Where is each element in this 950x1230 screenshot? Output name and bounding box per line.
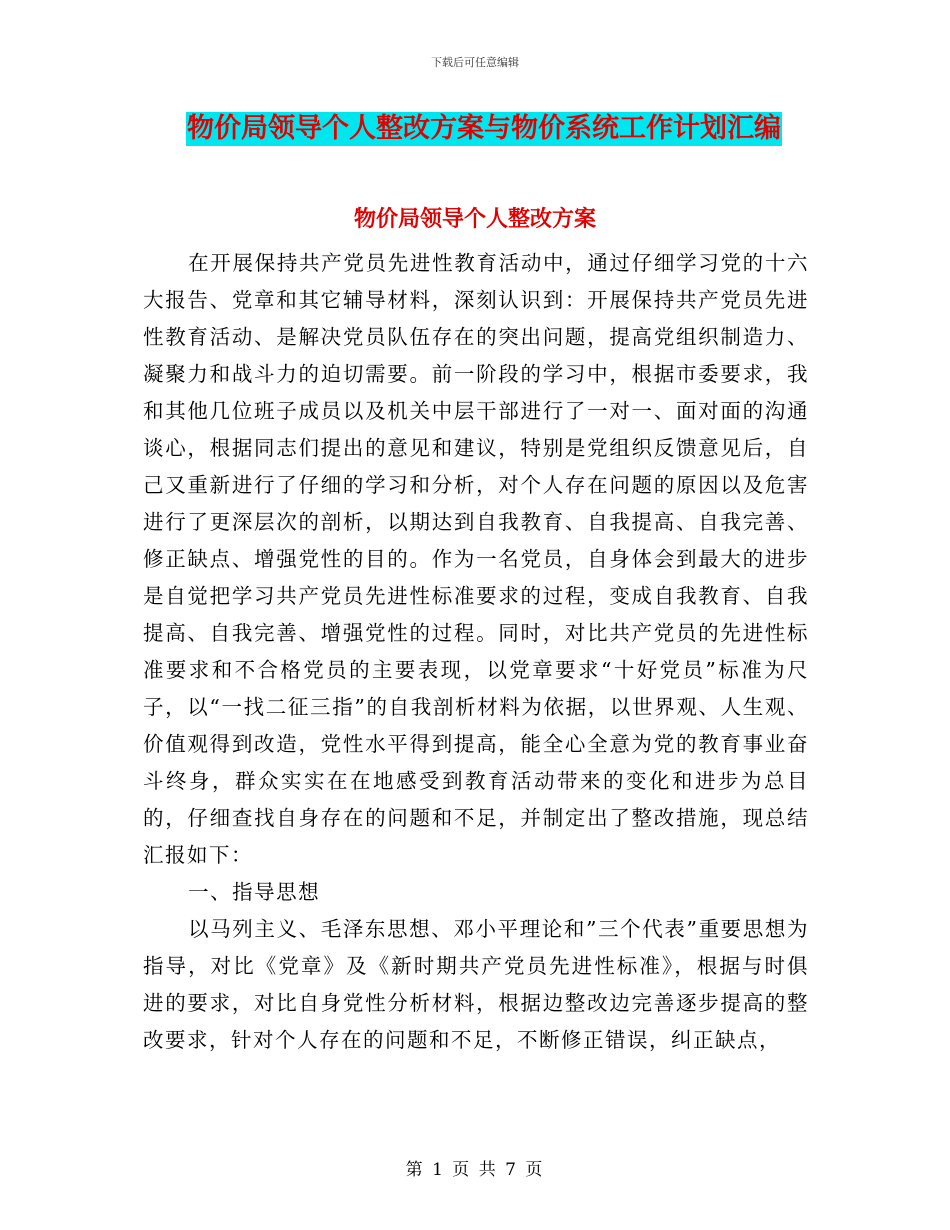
paragraph-intro: 在开展保持共产党员先进性教育活动中，通过仔细学习党的十六大报告、党章和其它辅导材料，深刻认识到：开展保持共产党员先进性教育活动、是解决党员队伍存在的突出问题，提高党组织制造力、凝聚力和战斗力的迫切需要。前一阶段的学习中，根据市委要求，我和其他几位班子成员以及机关中层干部进行了一对一、面对面的沟通谈心，根据同志们提出的意见和建议，特别是党组织反馈意见后，自己又重新进行了仔细的学习和分析，对个人存在问题的原因以及危害进行了更深层次的剖析，以期达到自我教育、自我提高、自我完善、修正缺点、增强党性的目的。作为一名党员，自身体会到最大的进步是自觉把学习共产党员先进性标准要求的过程，变成自我教育、自我提高、自我完善、增强党性的过程。同时，对比共产党员的先进性标准要求和不合格党员的主要表现，以党章要求“十好党员”标准为尺子，以“一找二征三指”的自我剖析材料为依据，以世界观、人生观、价值观得到改造，党性水平得到提高，能全心全意为党的教育事业奋斗终身，群众实实在在地感受到教育活动带来的变化和进步为总目的，仔细查找自身存在的问题和不足，并制定出了整改措施，现总结汇报如下： xyxy=(143,251,809,867)
paragraph-guiding-thought: 以马列主义、毛泽东思想、邓小平理论和”三个代表”重要思想为指导，对比《党章》及《新时期共产党员先进性标准》，根据与时俱进的要求，对比自身党性分析材料，根据边整改边完善逐步提高的整改要求，针对个人存在的问题和不足，不断修正错误，纠正缺点， xyxy=(143,917,809,1052)
body-text xyxy=(143,245,809,1059)
section-title: 物价局领导个人整改方案 xyxy=(353,207,596,232)
page-footer: 第 1 页 共 7 页 xyxy=(405,1160,545,1180)
document-title-text: 物价局领导个人整改方案与物价系统工作计划汇编 xyxy=(187,113,781,144)
paragraph-heading-guiding-thought: 一、指导思想 xyxy=(188,880,321,904)
document-title xyxy=(0,112,950,146)
header-note: 下载后可任意编辑 xyxy=(431,56,519,69)
